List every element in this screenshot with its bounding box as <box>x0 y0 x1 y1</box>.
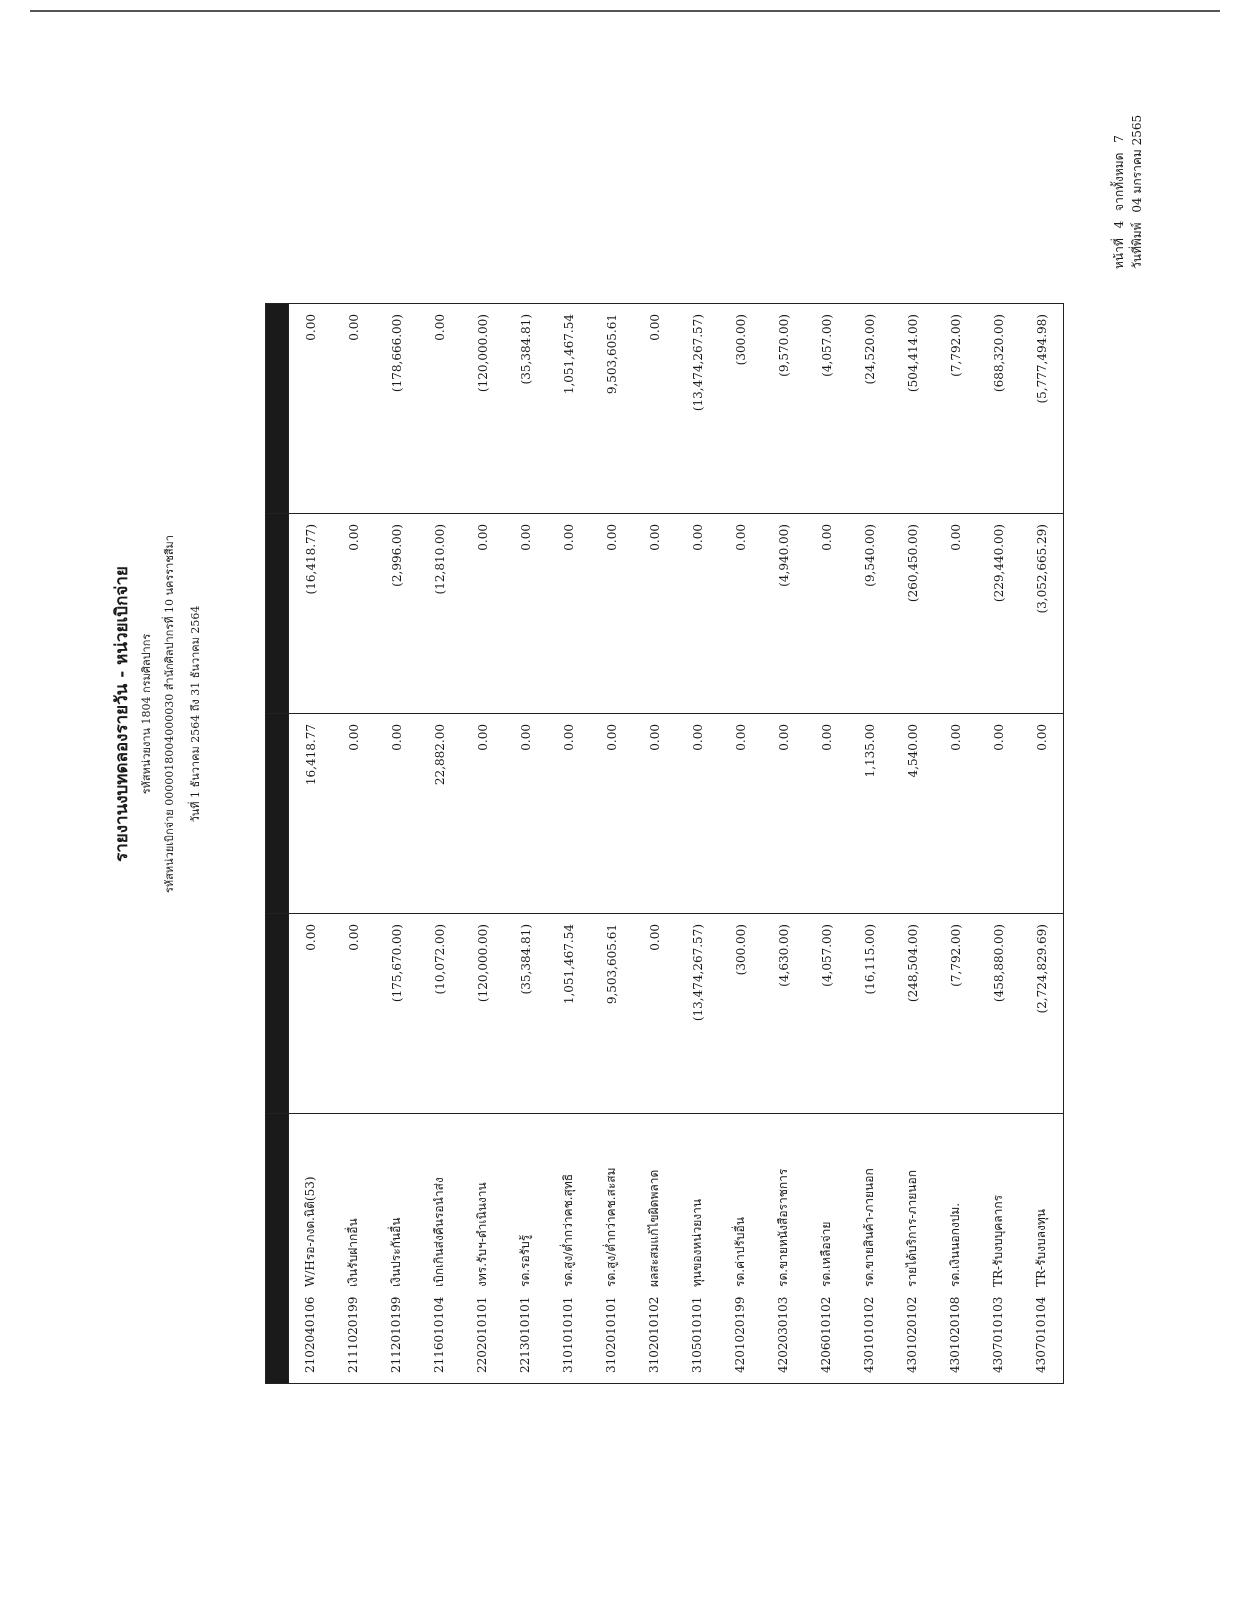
table-row <box>332 304 375 1384</box>
amount-col3: 0.00 <box>547 514 590 714</box>
amount-col4: (178,666.00) <box>375 304 418 514</box>
amount-col1: (120,000.00) <box>461 914 504 1114</box>
amount-col3: 0.00 <box>633 514 676 714</box>
table-row <box>676 304 719 1384</box>
amount-col4: (7,792.00) <box>934 304 977 514</box>
amount-col3: (2,996.00) <box>375 514 418 714</box>
amount-col1: (16,115.00) <box>848 914 891 1114</box>
account-name: รด.เงินนอกงปม. <box>948 1202 962 1287</box>
amount-col4: (24,520.00) <box>848 304 891 514</box>
account-code: 4307010103 <box>991 1296 1005 1373</box>
amount-col2: 0.00 <box>332 714 375 914</box>
account-name: เงินประกันอื่น <box>389 1217 403 1287</box>
account-code: 3102010102 <box>647 1296 661 1373</box>
account-code: 4307010104 <box>1034 1296 1048 1373</box>
account-name: รด.เหลือจ่าย <box>819 1221 833 1287</box>
amount-col2: 0.00 <box>676 714 719 914</box>
table-row <box>762 304 805 1384</box>
amount-col3: (9,540.00) <box>848 514 891 714</box>
amount-col1: (4,630.00) <box>762 914 805 1114</box>
account-cell <box>590 1114 633 1384</box>
amount-col2: 0.00 <box>375 714 418 914</box>
amount-col3: 0.00 <box>461 514 504 714</box>
amount-col2: 1,135.00 <box>848 714 891 914</box>
table-row <box>1020 304 1064 1384</box>
amount-col4: (4,057.00) <box>805 304 848 514</box>
amount-col1: (35,384.81) <box>504 914 547 1114</box>
header-redacted-col4 <box>266 304 289 514</box>
account-code: 3102010101 <box>604 1296 618 1373</box>
page-number: 4 <box>1112 220 1126 229</box>
table-row <box>504 304 547 1384</box>
account-code: 2112010199 <box>389 1296 403 1373</box>
account-cell <box>805 1114 848 1384</box>
table-row <box>375 304 418 1384</box>
account-cell <box>332 1114 375 1384</box>
amount-col4: (120,000.00) <box>461 304 504 514</box>
amount-col1: (175,670.00) <box>375 914 418 1114</box>
table-row <box>848 304 891 1384</box>
table-row <box>547 304 590 1384</box>
account-name: รด.ขายสินค้า-ภายนอก <box>862 1168 876 1287</box>
report-title: รายงานงบทดลองรายวัน - หน่วยเบิกจ่าย <box>112 566 132 862</box>
page-info <box>1110 109 1146 269</box>
print-date: 04 มกราคม 2565 <box>1130 114 1144 213</box>
table-row <box>289 304 333 1384</box>
account-name: รด.สูง/ต่ำกว่าคช.สุทธิ <box>561 1173 575 1287</box>
amount-col3: 0.00 <box>332 514 375 714</box>
amount-col2: 0.00 <box>762 714 805 914</box>
account-cell <box>719 1114 762 1384</box>
amount-col4: (300.00) <box>719 304 762 514</box>
amount-col1: 0.00 <box>289 914 333 1114</box>
table-row <box>891 304 934 1384</box>
amount-col2: 0.00 <box>633 714 676 914</box>
account-cell <box>504 1114 547 1384</box>
account-code: 4202030103 <box>776 1296 790 1373</box>
table-row <box>977 304 1020 1384</box>
total-pages-label: จากทั้งหมด <box>1112 152 1126 211</box>
amount-col1: (458,880.00) <box>977 914 1020 1114</box>
amount-col4: (5,777,494.98) <box>1020 304 1064 514</box>
amount-col1: (4,057.00) <box>805 914 848 1114</box>
table-row <box>633 304 676 1384</box>
account-cell <box>375 1114 418 1384</box>
account-name: W/Hรอ-ภงด.นิติ(53) <box>303 1176 317 1287</box>
account-code: 4301010102 <box>862 1296 876 1373</box>
amount-col1: 0.00 <box>633 914 676 1114</box>
table-row <box>719 304 762 1384</box>
amount-col3: 0.00 <box>504 514 547 714</box>
amount-col4: (13,474,267.57) <box>676 304 719 514</box>
amount-col4: (35,384.81) <box>504 304 547 514</box>
amount-col2: 0.00 <box>1020 714 1064 914</box>
amount-col3: (4,940.00) <box>762 514 805 714</box>
account-name: รด.ค่าปรับอื่น <box>733 1217 747 1287</box>
amount-col1: (7,792.00) <box>934 914 977 1114</box>
amount-col3: (12,810.00) <box>418 514 461 714</box>
table-row <box>590 304 633 1384</box>
account-name: เงินรับฝากอื่น <box>346 1218 360 1287</box>
amount-col4: (9,570.00) <box>762 304 805 514</box>
account-code: 2116010104 <box>432 1296 446 1373</box>
account-cell <box>461 1114 504 1384</box>
amount-col1: 9,503,605.61 <box>590 914 633 1114</box>
account-name: รด.รอรับรู้ <box>518 1234 532 1287</box>
amount-col2: 16,418.77 <box>289 714 333 914</box>
account-name: ทุนของหน่วยงาน <box>690 1198 704 1287</box>
account-name: รายได้บริการ-ภายนอก <box>905 1170 919 1287</box>
amount-col4: 0.00 <box>633 304 676 514</box>
account-name: รด.สูง/ต่ำกว่าคช.สะสม <box>604 1167 618 1287</box>
report-period: วันที่ 1 ธันวาคม 2564 ถึง 31 ธันวาคม 2564 <box>189 605 202 823</box>
amount-col1: (10,072.00) <box>418 914 461 1114</box>
header-redacted-col2 <box>266 714 289 914</box>
print-date-label: วันที่พิมพ์ <box>1130 222 1144 269</box>
account-cell <box>977 1114 1020 1384</box>
account-cell <box>633 1114 676 1384</box>
account-code: 2202010101 <box>475 1296 489 1373</box>
account-code: 2111020199 <box>346 1296 360 1373</box>
header-redacted-col1 <box>266 914 289 1114</box>
account-cell <box>1020 1114 1064 1384</box>
table-row <box>805 304 848 1384</box>
trial-balance-table <box>265 303 1064 1384</box>
amount-col2: 0.00 <box>805 714 848 914</box>
header-redacted-account <box>266 1114 289 1384</box>
amount-col2: 0.00 <box>934 714 977 914</box>
account-cell <box>762 1114 805 1384</box>
account-cell <box>547 1114 590 1384</box>
amount-col3: 0.00 <box>719 514 762 714</box>
page-label: หน้าที่ <box>1112 238 1126 269</box>
amount-col2: 22,882.00 <box>418 714 461 914</box>
amount-col3: (16,418.77) <box>289 514 333 714</box>
amount-col4: 1,051,467.54 <box>547 304 590 514</box>
total-pages: 7 <box>1112 135 1126 143</box>
account-cell <box>848 1114 891 1384</box>
account-code: 4301020102 <box>905 1296 919 1373</box>
amount-col2: 0.00 <box>977 714 1020 914</box>
amount-col1: (300.00) <box>719 914 762 1114</box>
amount-col1: (248,504.00) <box>891 914 934 1114</box>
agency-code: รหัสหน่วยงาน 1804 กรมศิลปากร <box>140 633 153 795</box>
amount-col1: 0.00 <box>332 914 375 1114</box>
account-cell <box>289 1114 333 1384</box>
amount-col2: 0.00 <box>590 714 633 914</box>
amount-col4: (504,414.00) <box>891 304 934 514</box>
amount-col2: 0.00 <box>504 714 547 914</box>
amount-col3: (3,052,665.29) <box>1020 514 1064 714</box>
amount-col1: 1,051,467.54 <box>547 914 590 1114</box>
account-cell <box>676 1114 719 1384</box>
account-cell <box>934 1114 977 1384</box>
amount-col2: 4,540.00 <box>891 714 934 914</box>
amount-col4: (688,320.00) <box>977 304 1020 514</box>
amount-col4: 0.00 <box>418 304 461 514</box>
amount-col2: 0.00 <box>461 714 504 914</box>
amount-col2: 0.00 <box>547 714 590 914</box>
amount-col4: 0.00 <box>332 304 375 514</box>
amount-col4: 0.00 <box>289 304 333 514</box>
account-code: 3101010101 <box>561 1296 575 1373</box>
amount-col3: (260,450.00) <box>891 514 934 714</box>
account-cell <box>891 1114 934 1384</box>
table-row <box>461 304 504 1384</box>
account-code: 2213010101 <box>518 1296 532 1373</box>
account-name: งทร.รับฯ-ดำเนินงาน <box>475 1182 489 1287</box>
account-name: ผลสะสมแก้ไขผิดพลาด <box>647 1169 661 1287</box>
redacted-header-row <box>266 304 289 1384</box>
amount-col1: (2,724,829.69) <box>1020 914 1064 1114</box>
account-name: TR-รับงบลงทุน <box>1034 1209 1048 1287</box>
disbursement-unit: รหัสหน่วยเบิกจ่าย 0000018004000030 สำนักศิลปากรที่ 10 นครราชสีมา <box>163 535 176 893</box>
account-code: 4301020108 <box>948 1296 962 1373</box>
account-code: 4206010102 <box>819 1296 833 1373</box>
amount-col4: 9,503,605.61 <box>590 304 633 514</box>
amount-col3: 0.00 <box>676 514 719 714</box>
account-name: TR-รับงบบุคลากร <box>991 1194 1005 1287</box>
account-cell <box>418 1114 461 1384</box>
account-name: เบิกเกินส่งคืนรอนำส่ง <box>432 1177 446 1287</box>
table-row <box>418 304 461 1384</box>
table-row <box>934 304 977 1384</box>
table-body <box>289 304 1064 1384</box>
header-redacted-col3 <box>266 514 289 714</box>
account-name: รด.ขายหนังสือราชการ <box>776 1168 790 1287</box>
account-code: 4201020199 <box>733 1296 747 1373</box>
amount-col3: 0.00 <box>805 514 848 714</box>
amount-col3: (229,440.00) <box>977 514 1020 714</box>
amount-col3: 0.00 <box>934 514 977 714</box>
account-code: 3105010101 <box>690 1296 704 1373</box>
amount-col3: 0.00 <box>590 514 633 714</box>
amount-col1: (13,474,267.57) <box>676 914 719 1114</box>
amount-col2: 0.00 <box>719 714 762 914</box>
account-code: 2102040106 <box>303 1296 317 1373</box>
